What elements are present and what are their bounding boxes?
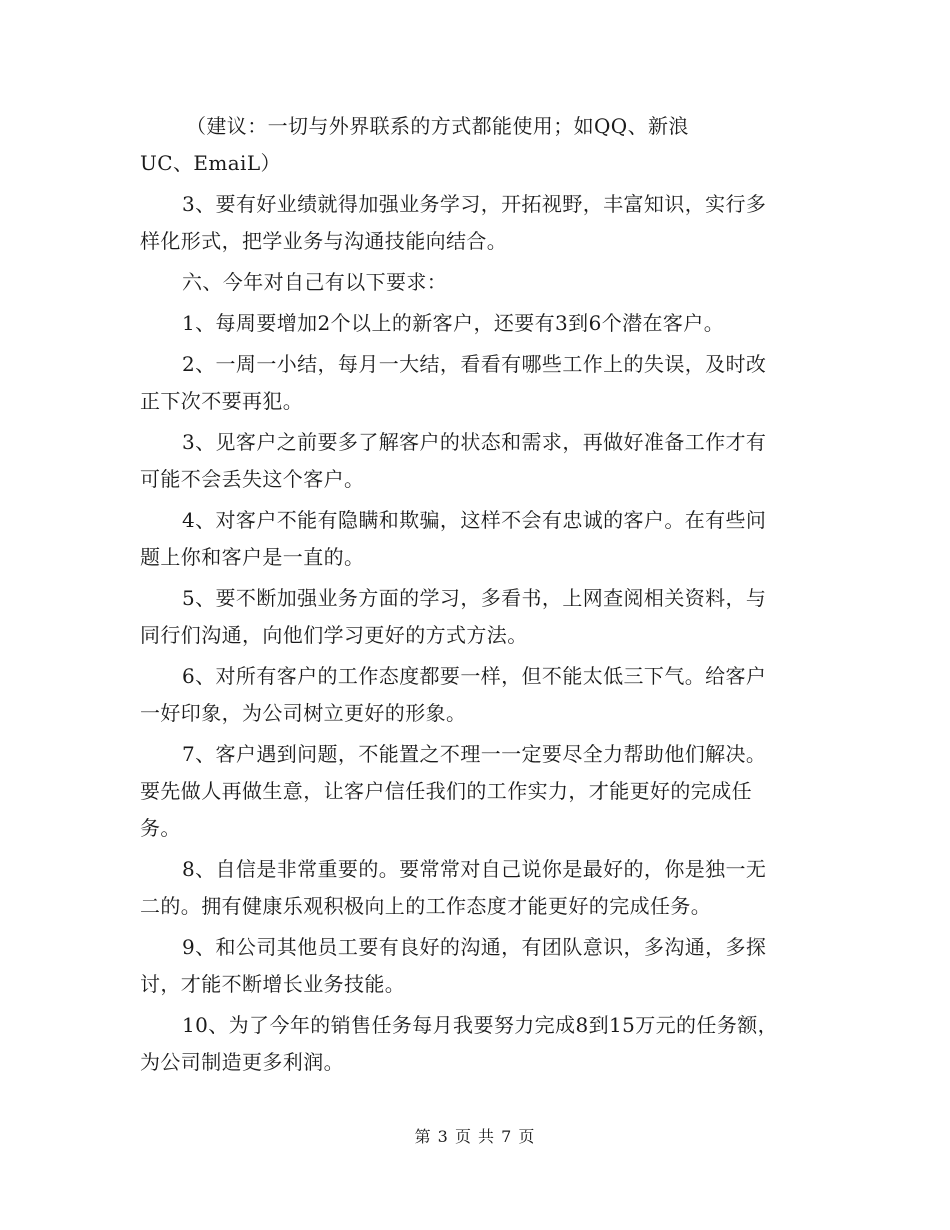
- document-body: [140, 108, 812, 1085]
- paragraph: [140, 929, 812, 1003]
- paragraph: [140, 580, 812, 654]
- paragraph-line: 5、要不断加强业务方面的学习，多看书，上网查阅相关资料，与: [182, 586, 767, 610]
- paragraph: [140, 108, 812, 182]
- paragraph-line: 为公司制造更多利润。: [140, 1050, 344, 1074]
- paragraph-line: 样化形式，把学业务与沟通技能向结合。: [140, 229, 508, 253]
- paragraph-line: 同行们沟通，向他们学习更好的方式方法。: [140, 623, 528, 647]
- paragraph-line: 讨，才能不断增长业务技能。: [140, 972, 406, 996]
- page-number-label: 第 3 页 共 7 页: [414, 1127, 536, 1146]
- paragraph-line: 2、一周一小结，每月一大结，看看有哪些工作上的失误，及时改: [182, 352, 767, 376]
- paragraph: [140, 305, 812, 342]
- paragraph-line: 6、对所有客户的工作态度都要一样，但不能太低三下气。给客户: [182, 664, 767, 688]
- paragraph-line: 正下次不要再犯。: [140, 389, 304, 413]
- paragraph: [140, 186, 812, 260]
- paragraph-line: UC、EmaiL）: [140, 151, 281, 175]
- paragraph-line: 3、要有好业绩就得加强业务学习，开拓视野，丰富知识，实行多: [182, 192, 767, 216]
- paragraph-line: 要先做人再做生意，让客户信任我们的工作实力，才能更好的完成任: [140, 779, 752, 803]
- paragraph-line: 3、见客户之前要多了解客户的状态和需求，再做好准备工作才有: [182, 430, 767, 454]
- paragraph-line: 4、对客户不能有隐瞒和欺骗，这样不会有忠诚的客户。在有些问: [182, 508, 767, 532]
- paragraph-line: 一好印象，为公司树立更好的形象。: [140, 701, 467, 725]
- paragraph-line: 7、客户遇到问题，不能置之不理一一定要尽全力帮助他们解决。: [182, 742, 767, 766]
- paragraph: [140, 851, 812, 925]
- paragraph: [140, 658, 812, 732]
- page-footer: [0, 1124, 950, 1147]
- paragraph: [140, 424, 812, 498]
- paragraph-line: 可能不会丢失这个客户。: [140, 467, 365, 491]
- paragraph-line: （建议：一切与外界联系的方式都能使用；如QQ、新浪: [186, 114, 689, 138]
- paragraph: [140, 346, 812, 420]
- paragraph-line: 8、自信是非常重要的。要常常对自己说你是最好的，你是独一无: [182, 857, 767, 881]
- paragraph: [140, 736, 812, 847]
- paragraph-line: 六、今年对自己有以下要求：: [182, 270, 448, 294]
- paragraph-line: 9、和公司其他员工要有良好的沟通，有团队意识，多沟通，多探: [182, 935, 767, 959]
- paragraph: [140, 502, 812, 576]
- paragraph-line: 10、为了今年的销售任务每月我要努力完成8到15万元的任务额，: [182, 1013, 779, 1037]
- paragraph-line: 题上你和客户是一直的。: [140, 545, 365, 569]
- paragraph-line: 二的。拥有健康乐观积极向上的工作态度才能更好的完成任务。: [140, 894, 712, 918]
- paragraph-line: 1、每周要增加2个以上的新客户，还要有3到6个潜在客户。: [182, 311, 725, 335]
- paragraph: [140, 1007, 812, 1081]
- paragraph-line: 务。: [140, 816, 181, 840]
- paragraph: [140, 264, 812, 301]
